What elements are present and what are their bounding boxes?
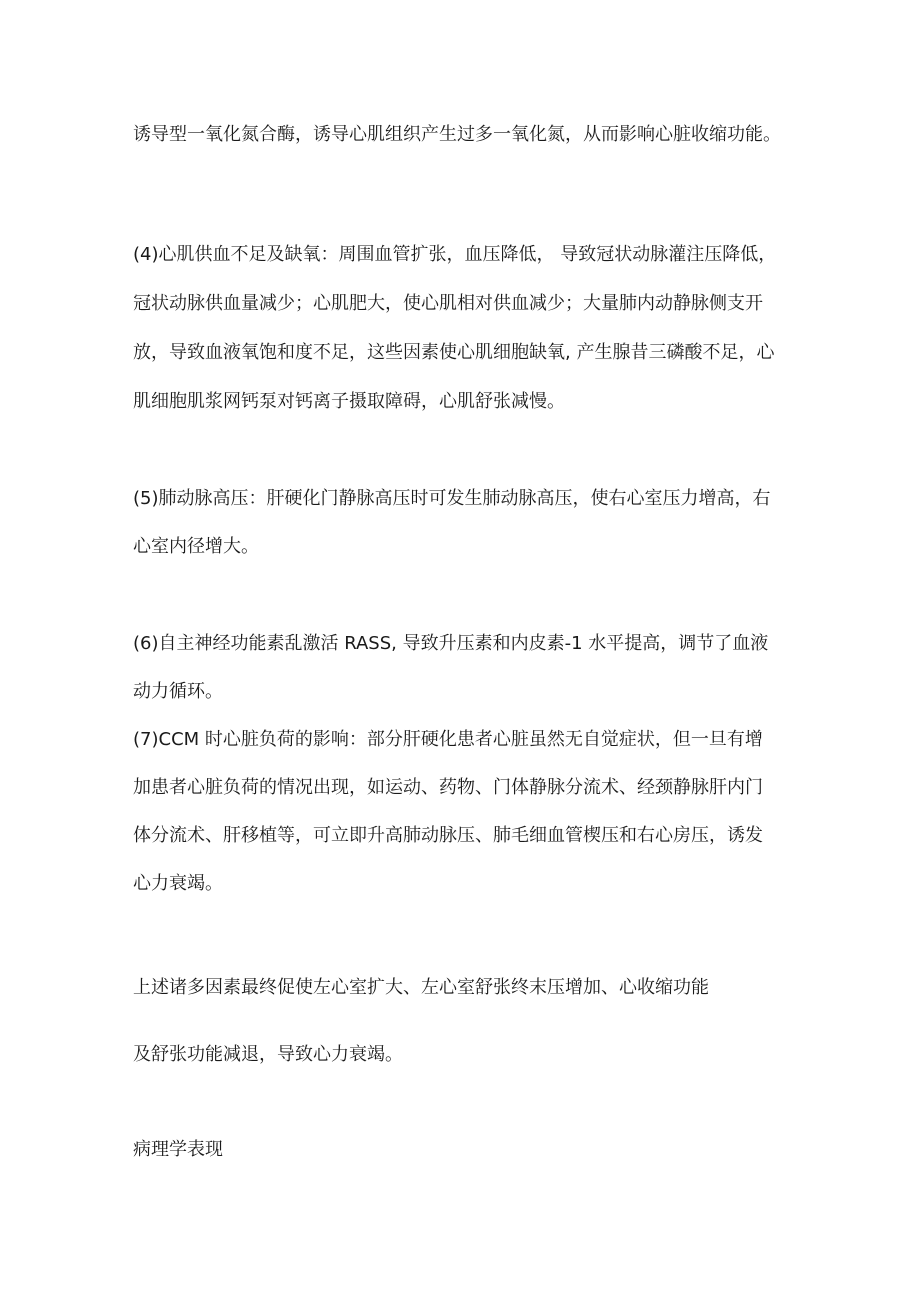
text-line: 心室内径增大。 (133, 536, 259, 557)
text-line: (4)心肌供血不足及缺氧：周围血管扩张，血压降低， 导致冠状动脉灌注压降低， (133, 244, 777, 265)
section-heading: 病理学表现 (133, 1139, 223, 1160)
text-line: (5)肺动脉高压：肝硬化门静脉高压时可发生肺动脉高压，使右心室压力增高，右 (133, 488, 771, 509)
text-line: 诱导型一氧化氮合酶，诱导心肌组织产生过多一氧化氮，从而影响心脏收缩功能。 (133, 124, 781, 145)
text-line: 加患者心脏负荷的情况出现，如运动、药物、门体静脉分流术、经颈静脉肝内门 (133, 777, 763, 798)
text-line: 冠状动脉供血量减少；心肌肥大，使心肌相对供血减少；大量肺内动静脉侧支开 (133, 293, 763, 314)
text-line: 动力循环。 (133, 681, 223, 702)
text-line: 心力衰竭。 (133, 873, 223, 894)
text-line: (6)自主神经功能素乱激活 RASS, 导致升压素和内皮素-1 水平提高，调节了血液 (133, 633, 769, 654)
text-line: 肌细胞肌浆网钙泵对钙离子摄取障碍，心肌舒张减慢。 (133, 391, 565, 412)
text-line: 及舒张功能减退，导致心力衰竭。 (133, 1044, 403, 1065)
text-line: 体分流术、肝移植等，可立即升高肺动脉压、肺毛细血管楔压和右心房压，诱发 (133, 825, 763, 846)
text-line: (7)CCM 时心脏负荷的影响：部分肝硬化患者心脏虽然无自觉症状，但一旦有增 (133, 729, 763, 750)
text-line: 上述诸多因素最终促使左心室扩大、左心室舒张终末压增加、心收缩功能 (133, 977, 709, 998)
text-line: 放，导致血液氧饱和度不足，这些因素使心肌细胞缺氧, 产生腺昔三磷酸不足，心 (133, 342, 775, 363)
